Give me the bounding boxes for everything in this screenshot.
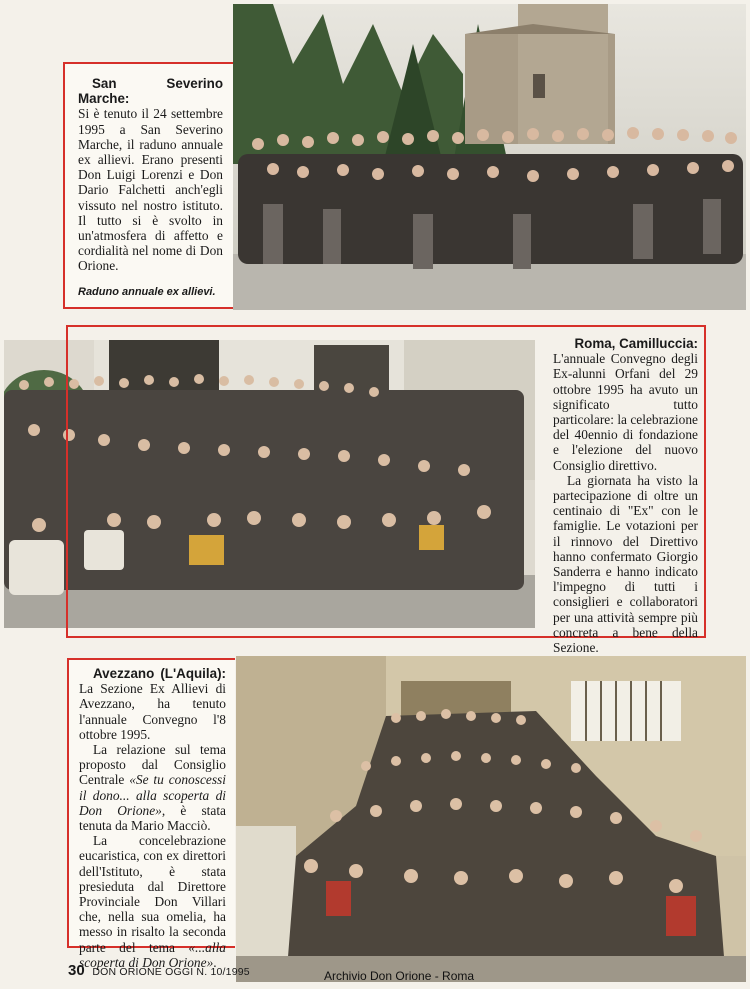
article-roma-paragraph-1: L'annuale Convegno degli Ex-alunni Orfani del 29 ottobre 1995 ha avuto un significato tutto particolare: la celebrazione del 40ennio di fondazione e l'elezione del nuovo Consiglio direttivo. (553, 351, 698, 473)
article-san-severino-box (63, 62, 233, 309)
article-san-severino-body: Si è tenuto il 24 settembre 1995 a San Severino Marche, il raduno annuale ex allievi. Erano presenti Don Luigi Lorenzi e Don Dario Falchetti anch'egli vissuto nel nostro istituto. Il tutto si è svolto in un'atmosfera di affetto e cordialità nel nome di Don Orione. (78, 106, 223, 274)
photo-caption-raduno: Raduno annuale ex allievi. (78, 286, 216, 298)
photo-avezzano-group (236, 656, 746, 982)
footer-page-info (68, 962, 250, 979)
article-roma-paragraph-2: La giornata ha visto la partecipazione di oltre un centinaio di "Ex" con le famiglie. Le votazioni per il rinnovo del Direttivo hanno confermato Giorgio Sanderra e hanno indicato l'impegno di tutti i consiglieri e collaboratori per una attività sempre più concreta a bene della Sezione. (553, 472, 698, 656)
article-avezzano-paragraph-1: La Sezione Ex Allievi di Avezzano, ha tenuto l'annuale Convegno l'8 ottobre 1995. (79, 681, 226, 742)
article-avezzano-paragraph-2: La relazione sul tema proposto dal Consiglio Centrale «Se tu conoscessi il dono... alla scoperta di Don Orione», è stata tenuta da Mario Macciò. (79, 742, 226, 834)
page-number: 30 (68, 962, 85, 979)
article-roma-box (553, 336, 698, 655)
article-avezzano-box (67, 658, 235, 970)
article-avezzano-paragraph-3: La concelebrazione eucaristica, con ex direttori dell'Istituto, è stata presieduta dal Direttore Provinciale Don Villari che, nella sua omelia, ha messo in risalto la seconda parte del tema «...alla scoperta di Don Orione». (79, 833, 226, 970)
magazine-issue: DON ORIONE OGGI N. 10/1995 (92, 966, 250, 978)
article-avezzano-heading: Avezzano (L'Aquila): (93, 666, 226, 681)
article-roma-text (553, 336, 698, 655)
photo-san-severino-group (233, 4, 746, 310)
archive-watermark: Archivio Don Orione - Roma (324, 969, 475, 983)
article-avezzano-text (79, 666, 226, 970)
article-roma-heading: Roma, Camilluccia: (574, 336, 698, 351)
article-san-severino-text (78, 76, 223, 274)
article-san-severino-heading: San Severino Marche: (78, 76, 223, 107)
